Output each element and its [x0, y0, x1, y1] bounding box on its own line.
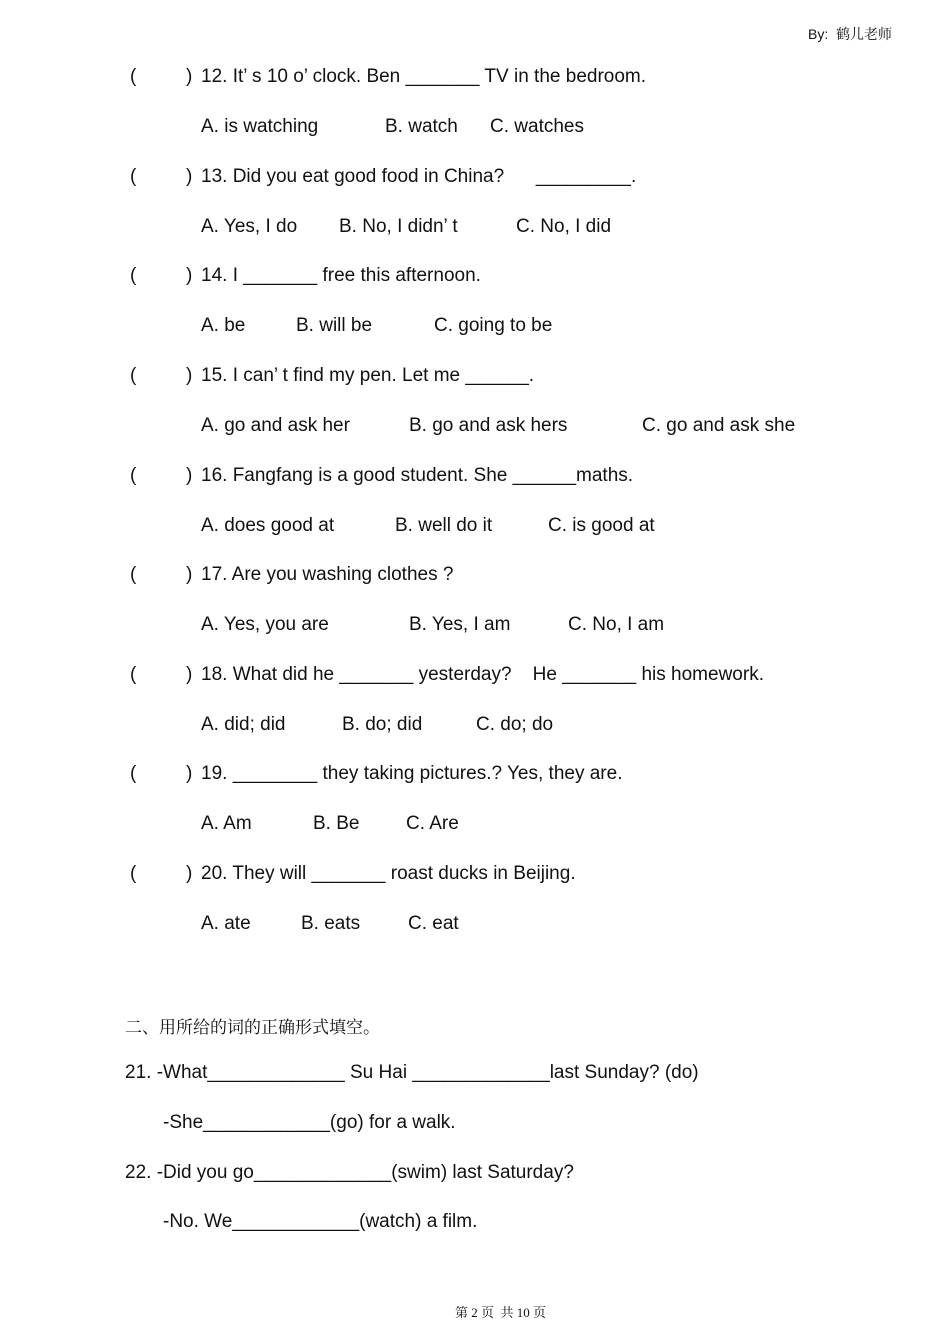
question-14-close-paren: ): [186, 265, 193, 286]
section-2-title: 二、用所给的词的正确形式填空。: [125, 1018, 380, 1037]
question-21-line2: -She____________(go) for a walk.: [163, 1112, 456, 1133]
question-18-option-b: B. do; did: [342, 714, 423, 735]
question-12-close-paren: ): [186, 66, 193, 87]
question-22-line1: 22. -Did you go_____________(swim) last Saturday?: [125, 1162, 574, 1183]
question-20-option-b: B. eats: [301, 913, 361, 934]
question-14-option-a: A. be: [201, 315, 246, 336]
question-17-close-paren: ): [186, 564, 193, 585]
question-16-option-c: C. is good at: [548, 515, 655, 536]
question-12-option-a: A. is watching: [201, 116, 319, 137]
question-12-text: 12. It’ s 10 o’ clock. Ben _______ TV in the bedroom.: [201, 66, 647, 87]
question-20-option-c: C. eat: [408, 913, 459, 934]
question-18-open-paren: (: [130, 664, 137, 685]
question-13-open-paren: (: [130, 166, 137, 187]
question-13-option-a: A. Yes, I do: [201, 216, 298, 237]
question-18-option-c: C. do; do: [476, 714, 554, 735]
question-18-close-paren: ): [186, 664, 193, 685]
page-footer: 第 2 页 共 10 页: [455, 1305, 547, 1320]
question-13-option-b: B. No, I didn’ t: [339, 216, 458, 237]
question-22-line2: -No. We____________(watch) a film.: [163, 1211, 478, 1232]
question-18-text: 18. What did he _______ yesterday? He _______ his homework.: [201, 664, 764, 685]
question-12-option-b: B. watch: [385, 116, 458, 137]
question-16-option-a: A. does good at: [201, 515, 335, 536]
question-18-option-a: A. did; did: [201, 714, 286, 735]
question-19-option-b: B. Be: [313, 813, 360, 834]
question-13-text: 13. Did you eat good food in China? _________.: [201, 166, 637, 187]
question-17-option-b: B. Yes, I am: [409, 614, 511, 635]
question-17-option-c: C. No, I am: [568, 614, 665, 635]
question-17-open-paren: (: [130, 564, 137, 585]
question-13-close-paren: ): [186, 166, 193, 187]
question-16-open-paren: (: [130, 465, 137, 486]
question-21-line1: 21. -What_____________ Su Hai _____________last Sunday? (do): [125, 1062, 699, 1083]
question-15-option-c: C. go and ask she: [642, 415, 796, 436]
question-19-open-paren: (: [130, 763, 137, 784]
question-15-close-paren: ): [186, 365, 193, 386]
question-14-option-b: B. will be: [296, 315, 373, 336]
question-14-option-c: C. going to be: [434, 315, 553, 336]
question-20-open-paren: (: [130, 863, 137, 884]
question-16-option-b: B. well do it: [395, 515, 493, 536]
question-15-open-paren: (: [130, 365, 137, 386]
question-15-text: 15. I can’ t find my pen. Let me ______.: [201, 365, 535, 386]
question-19-close-paren: ): [186, 763, 193, 784]
question-15-option-b: B. go and ask hers: [409, 415, 568, 436]
question-12-open-paren: (: [130, 66, 137, 87]
question-20-text: 20. They will _______ roast ducks in Beijing.: [201, 863, 576, 884]
question-15-option-a: A. go and ask her: [201, 415, 350, 436]
question-14-open-paren: (: [130, 265, 137, 286]
question-20-close-paren: ): [186, 863, 193, 884]
question-17-option-a: A. Yes, you are: [201, 614, 329, 635]
question-12-option-c: C. watches: [490, 116, 584, 137]
question-19-option-a: A. Am: [201, 813, 252, 834]
question-14-text: 14. I _______ free this afternoon.: [201, 265, 481, 286]
question-20-option-a: A. ate: [201, 913, 251, 934]
question-16-text: 16. Fangfang is a good student. She ______maths.: [201, 465, 634, 486]
question-16-close-paren: ): [186, 465, 193, 486]
question-17-text: 17. Are you washing clothes ?: [201, 564, 454, 585]
question-19-option-c: C. Are: [406, 813, 459, 834]
page-header: By: 鹤儿老师: [808, 26, 893, 42]
question-13-option-c: C. No, I did: [516, 216, 612, 237]
question-19-text: 19. ________ they taking pictures.? Yes, they are.: [201, 763, 623, 784]
